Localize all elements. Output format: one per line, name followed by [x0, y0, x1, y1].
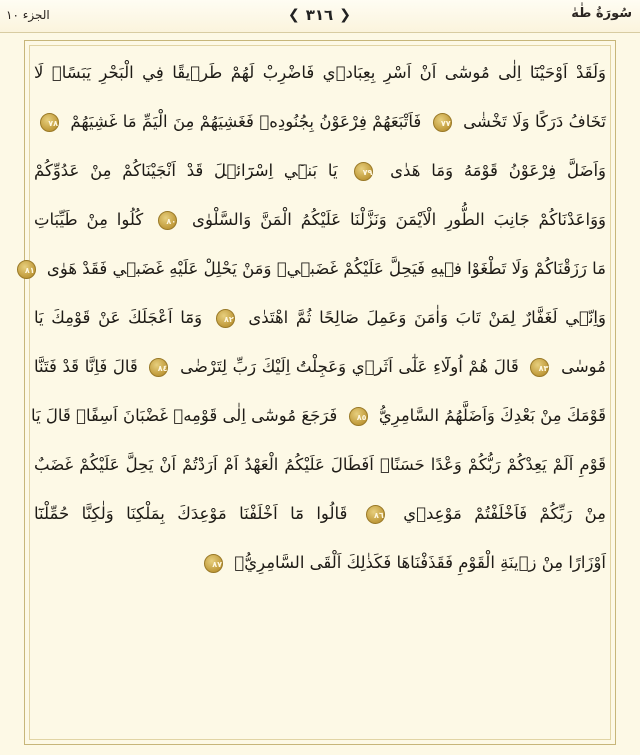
ayah-number-marker[interactable]: ٨٧: [204, 554, 223, 573]
verse-line: [34, 156, 606, 205]
verse-text: اَوْزَارًا مِنْ زٖينَةِ الْقَوْمِ فَقَذَفْنَاهَا فَكَذٰلِكَ اَلْقَى السَّامِرِيُّۙ: [234, 553, 606, 572]
verse-text: وَلَقَدْ اَوْحَيْنَٓا اِلٰى مُوسٰٓى اَنْ اَسْرِ بِعِبَادٖي فَاضْرِبْ لَهُمْ طَرٖيقًا فِي الْبَحْرِ يَبَسًاۙ لَا: [34, 63, 606, 82]
ayah-number-marker[interactable]: ٧٧: [433, 113, 452, 132]
verse-line: [34, 107, 606, 156]
verse-text: وَوَاعَدْنَاكُمْ جَانِبَ الطُّورِ الْاَيْمَنَ وَنَزَّلْنَا عَلَيْكُمُ الْمَنَّ وَالسَّلْوٰى: [192, 210, 607, 229]
ayah-number-marker[interactable]: ٨٣: [530, 358, 549, 377]
verse-line: [34, 352, 606, 401]
verse-text: مَا رَزَقْنَاكُمْ وَلَا تَطْغَوْا فٖيهِ فَيَحِلَّ عَلَيْكُمْ غَضَبٖيۚ وَمَنْ يَحْلِلْ عَلَيْهِ غَضَبٖي فَقَدْ هَوٰى: [46, 259, 606, 278]
verse-text: قَالَ هُمْ اُولَٓاءِ عَلٰٓى اَثَرٖي وَعَجِلْتُ اِلَيْكَ رَبِّ لِتَرْضٰى: [180, 357, 519, 376]
verse-text: وَمَٓا اَعْجَلَكَ عَنْ قَوْمِكَ يَا: [34, 308, 203, 327]
verse-text: تَخَافُ دَرَكًا وَلَا تَخْشٰى: [463, 112, 606, 131]
verse-text: فَاَتْبَعَهُمْ فِرْعَوْنُ بِجُنُودِهٖ فَغَشِيَهُمْ مِنَ الْيَمِّ مَا غَشِيَهُمْ: [70, 112, 422, 131]
verse-line: [31, 401, 606, 450]
verse-text: مُوسٰى: [561, 357, 607, 376]
verse-text: فَرَجَعَ مُوسٰٓى اِلٰى قَوْمِهٖ غَضْبَانَ اَسِفًاۚ قَالَ يَا: [31, 406, 338, 425]
verse-text: قَوْمَكَ مِنْ بَعْدِكَ وَاَضَلَّهُمُ السَّامِرِيُّ: [378, 406, 606, 425]
juz-label: الجزء ١٠: [6, 8, 50, 22]
verse-line: [34, 205, 606, 254]
page-number: ٣١٦: [305, 6, 334, 24]
ayah-number-marker[interactable]: ٨١: [17, 260, 36, 279]
verse-line: [34, 58, 606, 107]
ayah-number-marker[interactable]: ٨٢: [216, 309, 235, 328]
verse-text: وَاَضَلَّ فِرْعَوْنُ قَوْمَهُ وَمَا هَدٰى: [390, 161, 607, 180]
verse-text: كُلُوا مِنْ طَيِّبَاتِ: [34, 210, 144, 229]
verse-line: [24, 254, 606, 303]
surah-name: سُورَةُ طٰهٰ: [571, 6, 632, 21]
prev-page-button[interactable]: ❮: [288, 7, 300, 23]
page-navigation: [288, 5, 351, 25]
verse-line: [34, 450, 606, 499]
verse-line: [34, 303, 606, 352]
ayah-number-marker[interactable]: ٧٨: [40, 113, 59, 132]
quran-text: [24, 58, 607, 597]
verse-line: [34, 548, 606, 597]
verse-text: وَاِنّٖي لَغَفَّارٌ لِمَنْ تَابَ وَاٰمَنَ وَعَمِلَ صَالِحًا ثُمَّ اهْتَدٰى: [248, 308, 606, 327]
page-header: [0, 0, 640, 33]
verse-text: قَالَ فَاِنَّا قَدْ فَتَنَّا: [34, 357, 138, 376]
ayah-number-marker[interactable]: ٨٤: [149, 358, 168, 377]
next-page-button[interactable]: ❯: [339, 7, 351, 23]
ayah-number-marker[interactable]: ٨٦: [366, 505, 385, 524]
ayah-number-marker[interactable]: ٧٩: [354, 162, 373, 181]
verse-line: [34, 499, 606, 548]
verse-text: قَوْمِ اَلَمْ يَعِدْكُمْ رَبُّكُمْ وَعْدًا حَسَنًاۜ اَفَطَالَ عَلَيْكُمُ الْعَهْدُ اَمْ اَرَدْتُمْ اَنْ يَحِلَّ عَلَيْكُمْ غَضَبٌ: [34, 455, 606, 474]
verse-text: يَا بَنٖٓي اِسْرَٓائٖلَ قَدْ اَنْجَيْنَاكُمْ مِنْ عَدُوِّكُمْ: [34, 161, 338, 180]
verse-text: مِنْ رَبِّكُمْ فَاَخْلَفْتُمْ مَوْعِدٖي: [403, 504, 607, 523]
ayah-number-marker[interactable]: ٨٥: [349, 407, 368, 426]
ayah-number-marker[interactable]: ٨٠: [158, 211, 177, 230]
verse-text: قَالُوا مَٓا اَخْلَفْنَا مَوْعِدَكَ بِمَلْكِنَا وَلٰكِنَّا حُمِّلْنَٓا: [34, 504, 348, 523]
